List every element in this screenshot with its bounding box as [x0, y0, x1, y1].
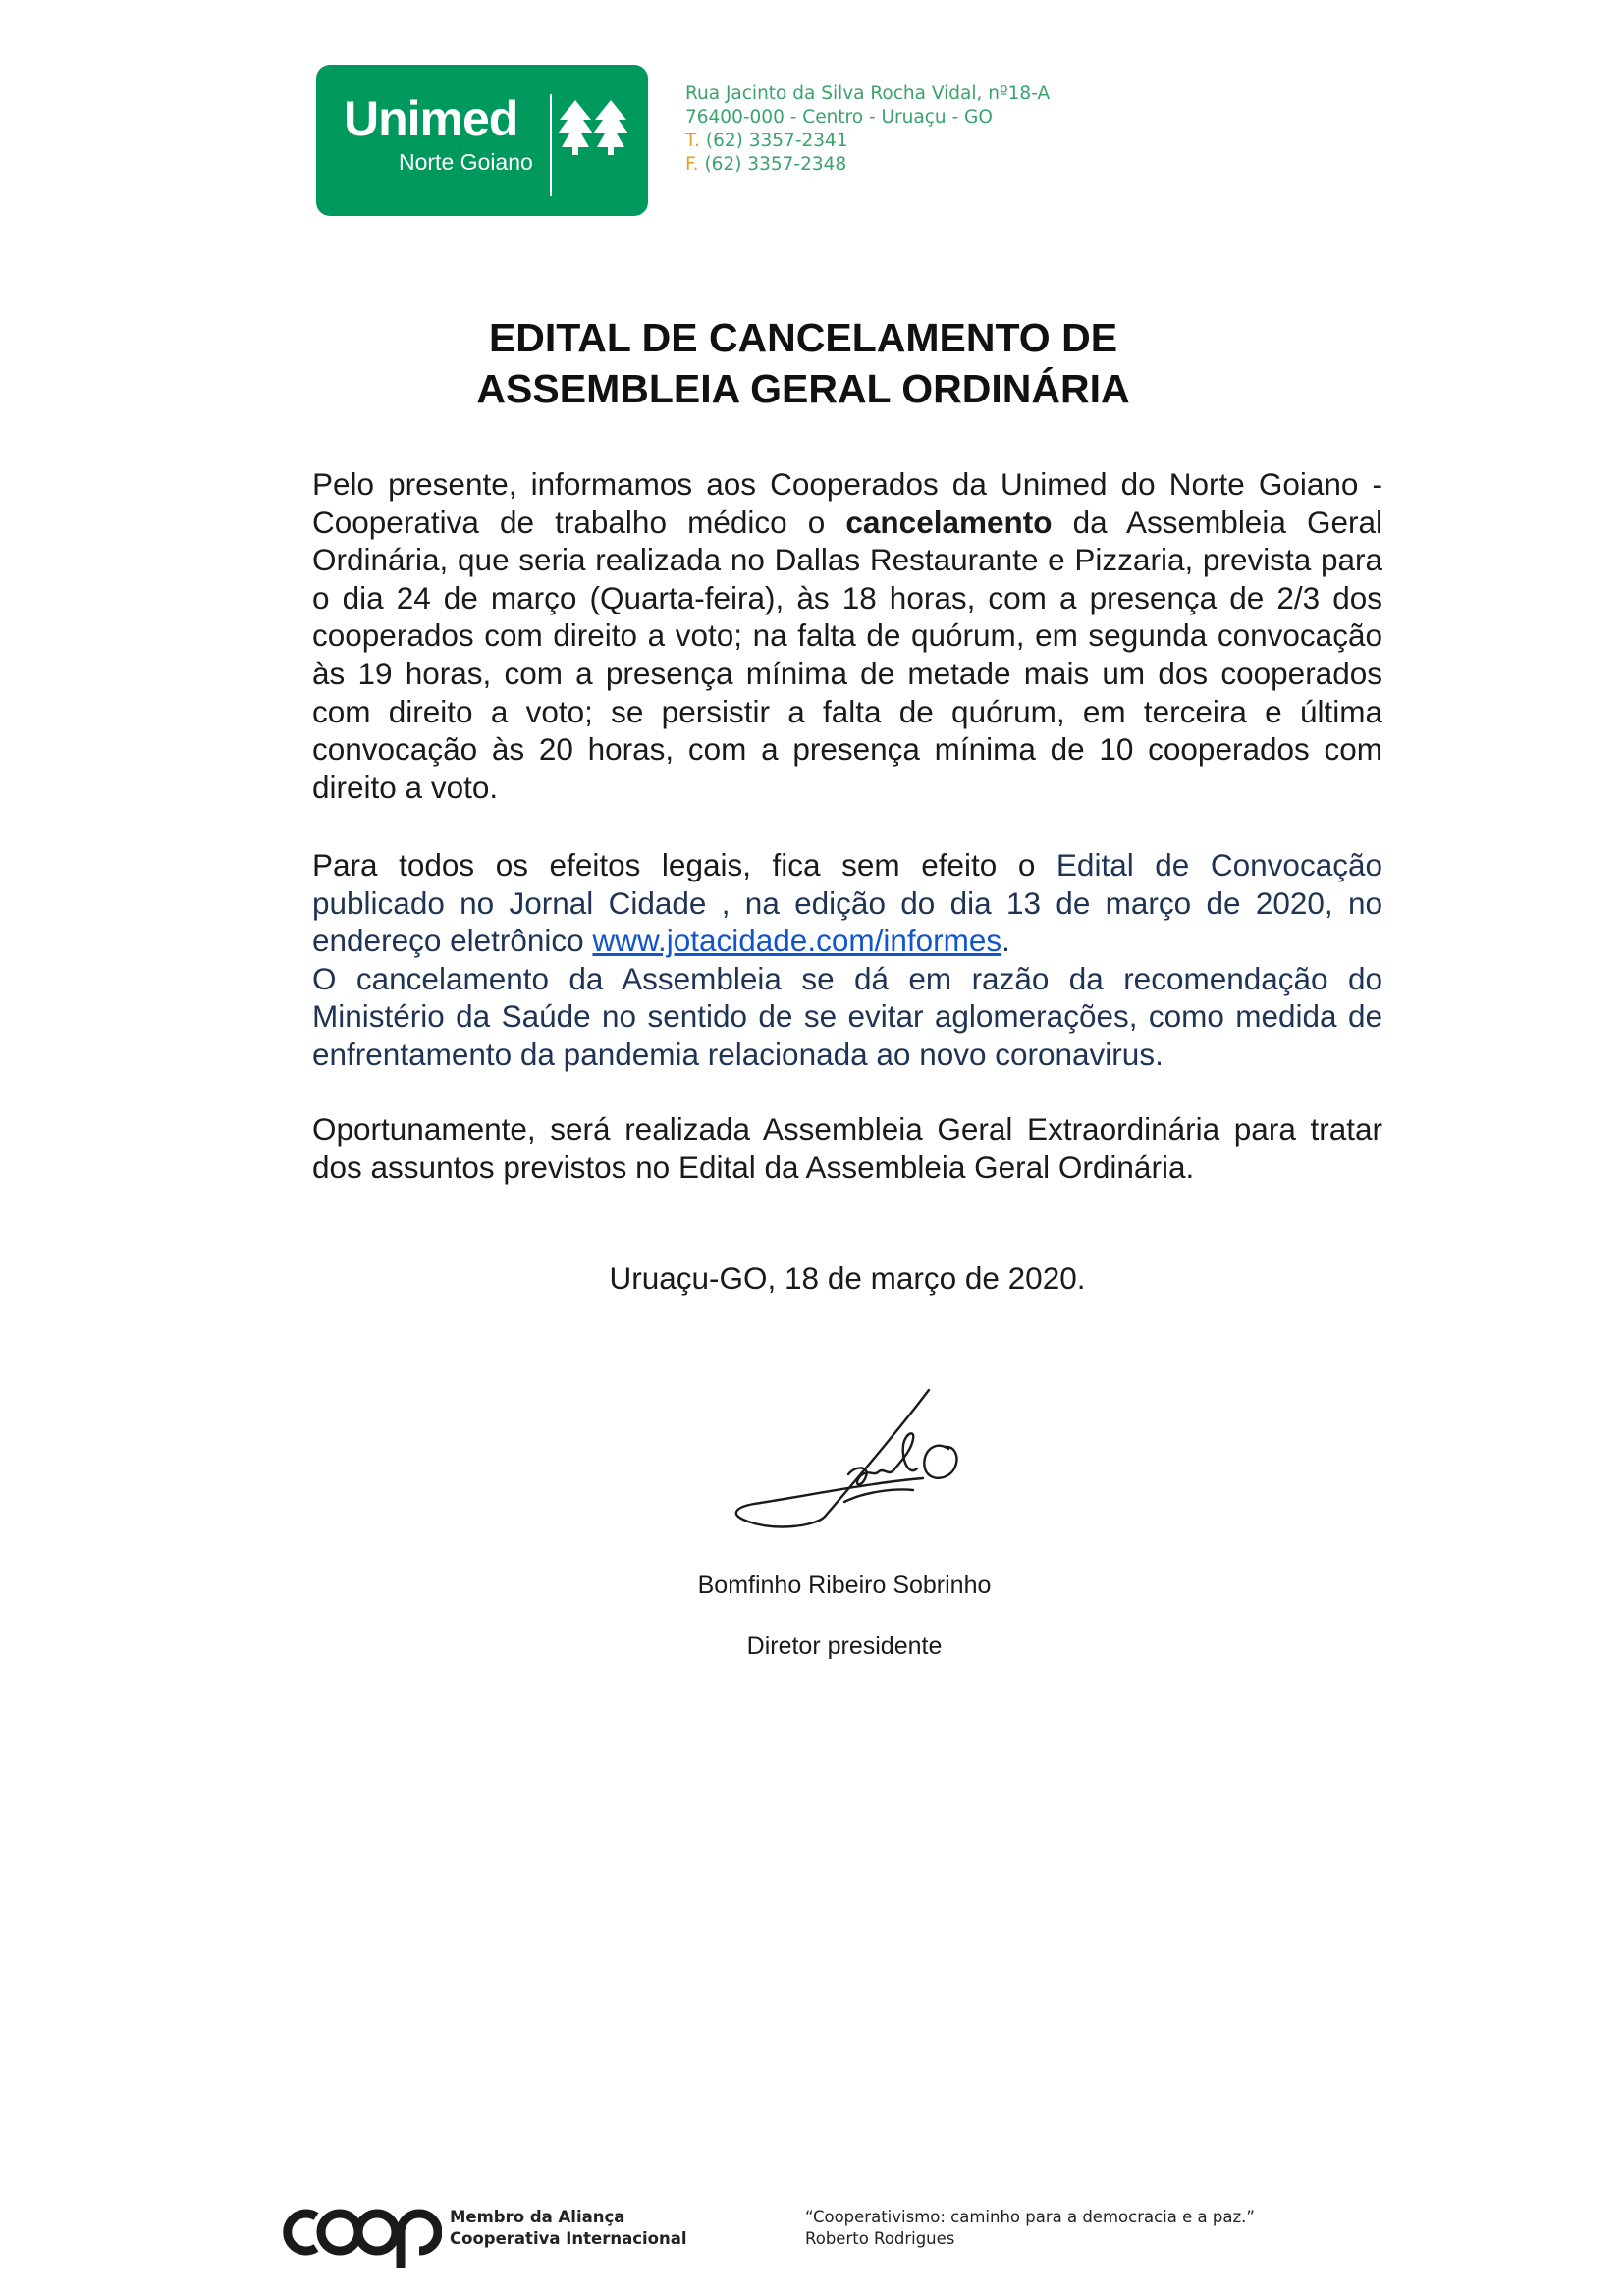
quote-text: “Cooperativismo: caminho para a democracia e a paz.”	[805, 2208, 1255, 2226]
signer-role: Diretor presidente	[746, 1632, 943, 1660]
signer-name: Bomfinho Ribeiro Sobrinho	[697, 1572, 992, 1599]
document-title	[312, 312, 1294, 414]
fax-number: (62) 3357-2348	[704, 154, 847, 175]
logo-sub-text: Norte Goiano	[399, 149, 533, 175]
p2-period: .	[1001, 923, 1010, 959]
coop-membership-text	[450, 2207, 687, 2250]
paragraph-cancellation	[312, 465, 1382, 806]
p2-text-start: Para todos os efeitos legais, fica sem efeito o	[312, 847, 1056, 882]
address-city: 76400-000 - Centro - Uruaçu - GO	[685, 107, 993, 128]
paragraph-legal-effects	[312, 846, 1382, 1074]
address-block	[685, 82, 1050, 177]
title-line-1: EDITAL DE CANCELAMENTO DE	[488, 315, 1118, 360]
coop-line-1: Membro da Aliança	[450, 2208, 625, 2226]
phone-label: T.	[685, 131, 700, 151]
fax-label: F.	[685, 154, 699, 175]
handwritten-signature	[677, 1374, 1011, 1541]
p1-text-end: da Assembleia Geral Ordinária, que seria realizada no Dallas Restaurante e Pizzaria, prevista para o dia 24 de março (Quarta-feira), às 18 horas, com a presença de 2/3 dos cooperados com direito a voto; na falta de quórum, em segunda convocação às 19 horas, com a presença mínima de metade mais um dos cooperados com direito a voto; se persistir a falta de quórum, em terceira e última convocação às 20 horas, com a presença mínima de 10 cooperados com direito a voto.	[312, 504, 1382, 805]
p1-text-start: Pelo presente, informamos aos Cooperados da Unimed do Norte Goiano - Cooperativa de trabalho médico o	[312, 466, 1382, 540]
quote-author: Roberto Rodrigues	[805, 2229, 955, 2248]
p1-bold-cancelamento: cancelamento	[845, 504, 1053, 540]
coop-line-2: Cooperativa Internacional	[450, 2229, 687, 2248]
p2-reason-text: O cancelamento da Assembleia se dá em razão da recomendação do Ministério da Saúde no sentido de se evitar aglomerações, como medida de enfrentamento da pandemia relacionada ao novo coronavirus.	[312, 960, 1382, 1072]
address-street: Rua Jacinto da Silva Rocha Vidal, nº18-A	[685, 83, 1051, 104]
logo-divider	[550, 94, 552, 196]
address-fax	[685, 153, 1050, 177]
coop-logo	[279, 2199, 442, 2273]
unimed-logo	[316, 65, 648, 216]
phone-number: (62) 3357-2341	[705, 131, 848, 151]
footer-quote	[805, 2207, 1255, 2250]
p2-edital-reference: Edital de Convocação publicado no Jornal Cidade , na edição do dia 13 de março de 2020, no endereço eletrônico	[312, 847, 1382, 959]
title-line-2: ASSEMBLEIA GERAL ORDINÁRIA	[476, 366, 1130, 411]
date-line: Uruaçu-GO, 18 de março de 2020.	[609, 1260, 1086, 1296]
jotacidade-link[interactable]: www.jotacidade.com/informes	[592, 923, 1002, 959]
unimed-trees-icon	[556, 98, 634, 157]
address-phone	[685, 130, 1050, 153]
paragraph-extraordinary-assembly: Oportunamente, será realizada Assembleia Geral Extraordinária para tratar dos assuntos previstos no Edital da Assembleia Geral Ordinária.	[312, 1111, 1382, 1185]
logo-brand-text: Unimed	[344, 91, 518, 146]
